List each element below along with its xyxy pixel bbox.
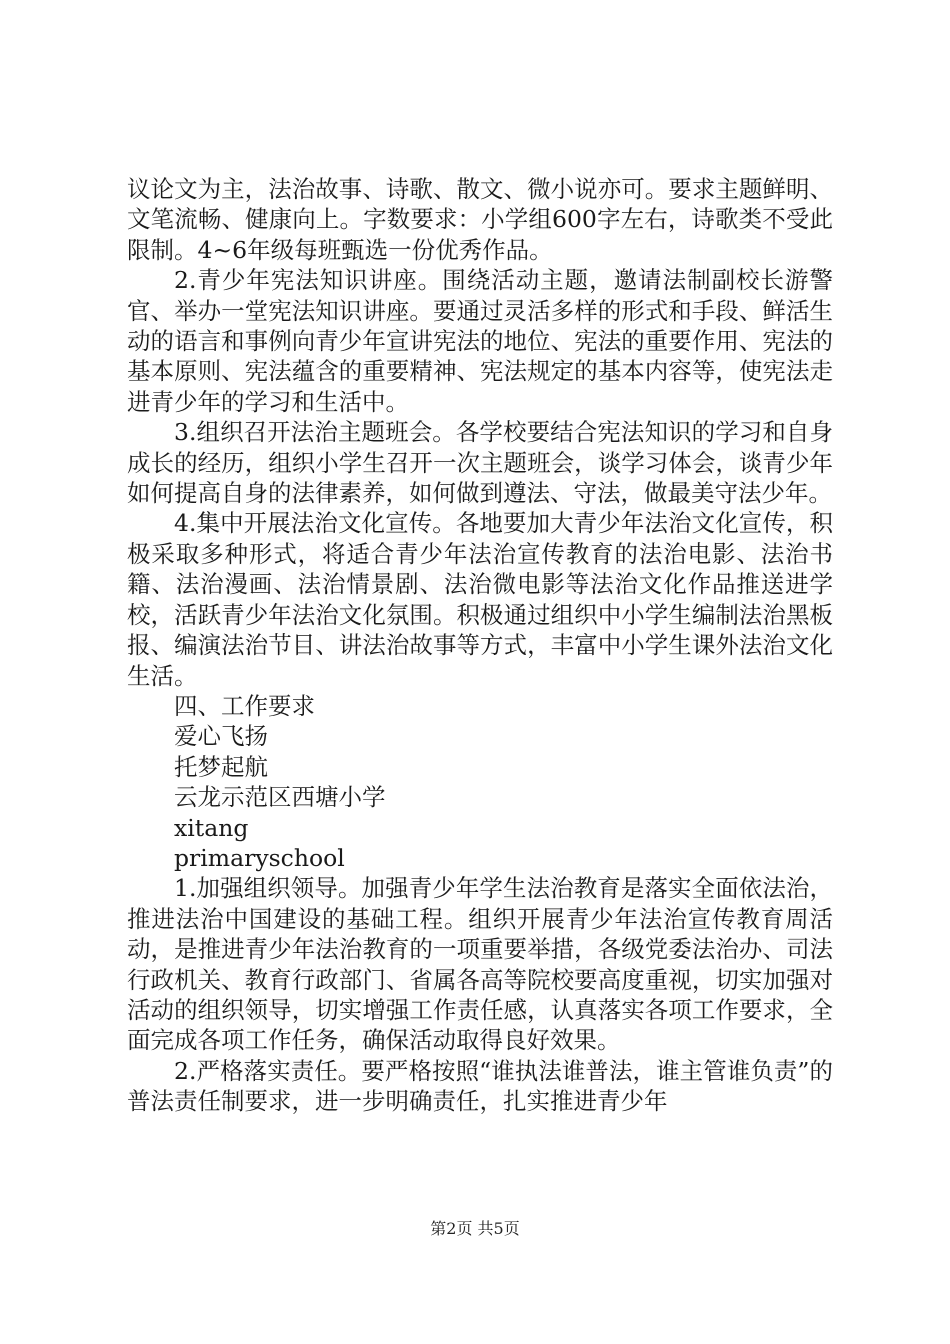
paragraph-organization-leadership: 1.加强组织领导。加强青少年学生法治教育是落实全面依法治，推进法治中国建设的基础工程。组织开展青少年法治宣传教育周活动，是推进青少年法治教育的一项重要举措，各级党委法治办、司法行政机关、教育行政部门、省属各高等院校要高度重视，切实加强对活动的组织领导，切实增强工作责任感，认真落实各项工作要求，全面完成各项工作任务，确保活动取得良好效果。 — [127, 874, 833, 1055]
school-name-english-2: primaryschool — [174, 843, 345, 872]
slogan-line-2: 托梦起航 — [174, 752, 268, 781]
paragraph-class-meeting: 3.组织召开法治主题班会。各学校要结合宪法知识的学习和自身成长的经历，组织小学生召开一次主题班会，谈学习体会，谈青少年如何提高自身的法律素养，如何做到遵法、守法，做最美守法少年。 — [127, 418, 833, 508]
school-name: 云龙示范区西塘小学 — [174, 783, 386, 812]
school-name-english-1: xitang — [174, 813, 249, 842]
paragraph-essay-requirements: 议论文为主，法治故事、诗歌、散文、微小说亦可。要求主题鲜明、文笔流畅、健康向上。字数要求：小学组600字左右，诗歌类不受此限制。4~6年级每班甄选一份优秀作品。 — [127, 175, 833, 264]
slogan-line-1: 爱心飞扬 — [174, 722, 268, 751]
document-body — [127, 174, 833, 1117]
paragraph-culture-promotion: 4.集中开展法治文化宣传。各地要加大青少年法治文化宣传，积极采取多种形式，将适合青少年法治宣传教育的法治电影、法治书籍、法治漫画、法治情景剧、法治微电影等法治文化作品推送进学校，活跃青少年法治文化氛围。积极通过组织中小学生编制法治黑板报、编演法治节目、讲法治故事等方式，丰富中小学生课外法治文化生活。 — [127, 509, 833, 690]
paragraph-responsibility: 2.严格落实责任。要严格按照“谁执法谁普法，谁主管谁负责”的普法责任制要求，进一步明确责任，扎实推进青少年 — [127, 1056, 833, 1116]
page-number-footer: 第2页 共5页 — [430, 1219, 520, 1238]
section-heading-work-requirements: 四、工作要求 — [174, 691, 315, 720]
paragraph-constitution-lecture: 2.青少年宪法知识讲座。围绕活动主题，邀请法制副校长游警官、举办一堂宪法知识讲座。要通过灵活多样的形式和手段、鲜活生动的语言和事例向青少年宣讲宪法的地位、宪法的重要作用、宪法的基本原则、宪法蕴含的重要精神、宪法规定的基本内容等，使宪法走进青少年的学习和生活中。 — [127, 266, 833, 416]
